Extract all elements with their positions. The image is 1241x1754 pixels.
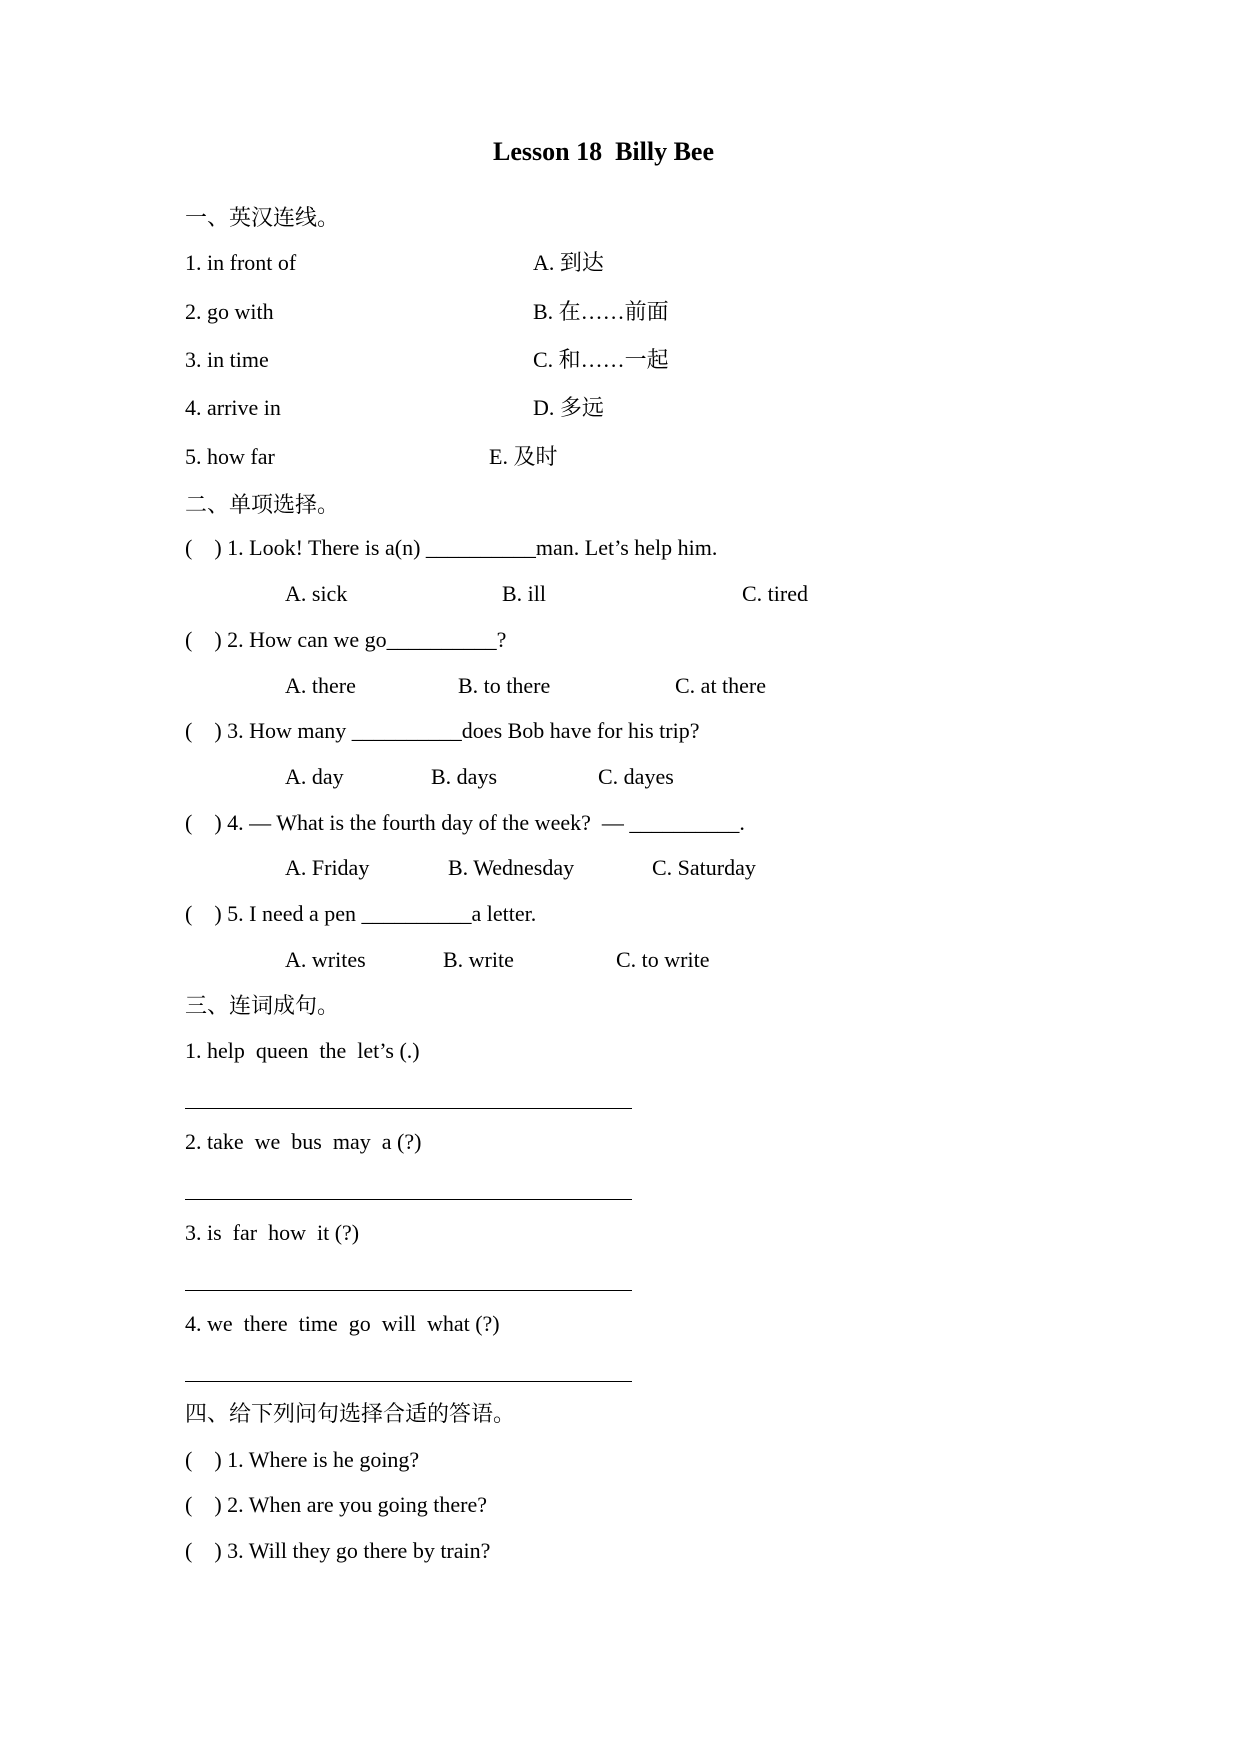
word-order-item: 3. is far how it (?) [185,1220,360,1245]
section-2-heading: 二、单项选择。 [185,492,340,517]
option-c: C. tired [742,581,808,606]
section-3-heading: 三、连词成句。 [185,993,340,1018]
answer-line[interactable] [185,1199,632,1200]
option-b: B. Wednesday [448,855,575,880]
option-c: C. Saturday [652,855,756,880]
question-stem: ( ) 2. How can we go__________? [185,627,507,652]
answer-line[interactable] [185,1290,632,1291]
match-left-item: 3. in time [185,347,269,372]
option-b: B. days [431,764,497,789]
match-left-item: 1. in front of [185,250,297,275]
question-stem: ( ) 1. Look! There is a(n) __________man. Let’s help him. [185,535,718,560]
match-right-item: D. 多远 [533,395,604,420]
option-b: B. to there [458,673,551,698]
option-a: A. there [285,673,356,698]
option-b: B. write [443,947,514,972]
question-stem: ( ) 5. I need a pen __________a letter. [185,901,537,926]
option-b: B. ill [502,581,547,606]
option-a: A. sick [285,581,348,606]
match-left-item: 2. go with [185,299,274,324]
page-title: Lesson 18 Billy Bee [493,137,715,166]
match-right-item: C. 和……一起 [533,347,669,372]
match-right-item: A. 到达 [533,250,604,275]
answer-line[interactable] [185,1381,632,1382]
answer-choice-question: ( ) 2. When are you going there? [185,1492,487,1517]
answer-choice-question: ( ) 1. Where is he going? [185,1447,420,1472]
word-order-item: 2. take we bus may a (?) [185,1129,422,1154]
option-a: A. writes [285,947,366,972]
option-c: C. to write [616,947,710,972]
option-c: C. at there [675,673,767,698]
option-a: A. Friday [285,855,370,880]
answer-line[interactable] [185,1108,632,1109]
word-order-item: 4. we there time go will what (?) [185,1311,500,1336]
option-c: C. dayes [598,764,674,789]
answer-choice-question: ( ) 3. Will they go there by train? [185,1538,491,1563]
match-right-item: B. 在……前面 [533,299,669,324]
section-4-heading: 四、给下列问句选择合适的答语。 [185,1401,516,1426]
section-1-heading: 一、英汉连线。 [185,205,340,230]
word-order-item: 1. help queen the let’s (.) [185,1038,420,1063]
question-stem: ( ) 4. — What is the fourth day of the week? — __________. [185,810,745,835]
match-left-item: 4. arrive in [185,395,281,420]
option-a: A. day [285,764,344,789]
question-stem: ( ) 3. How many __________does Bob have for his trip? [185,718,700,743]
match-left-item: 5. how far [185,444,275,469]
match-right-item: E. 及时 [489,444,558,469]
